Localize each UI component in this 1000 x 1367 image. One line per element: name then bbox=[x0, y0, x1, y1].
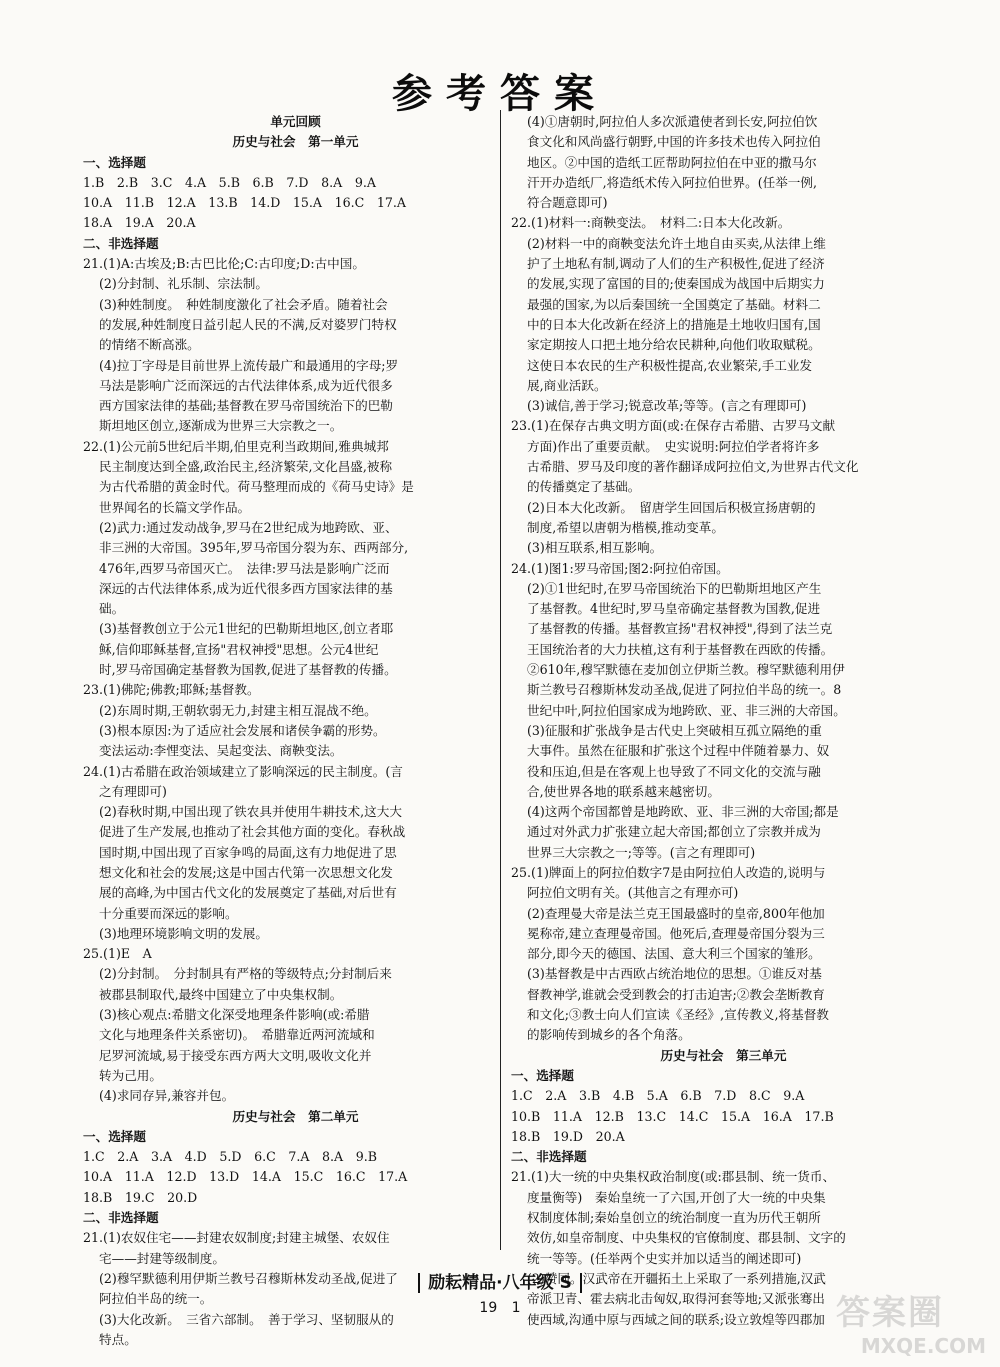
answer-line: 地区。②中国的造纸工匠帮助阿拉伯在中亚的撒马尔 bbox=[527, 154, 817, 170]
answer-line: 古希腊、罗马及印度的著作翻译成阿拉伯文,为世界古代文化 bbox=[527, 459, 859, 475]
answer-line: 国时期,中国出现了百家争鸣的局面,这有力地促进了思 bbox=[99, 844, 397, 860]
answer-line: 的影响传到城乡的各个角落。 bbox=[527, 1027, 691, 1043]
answer-line: (3)相互联系,相互影响。 bbox=[527, 540, 663, 556]
answer-line: (3)地理环境影响文明的发展。 bbox=[99, 925, 268, 941]
answer-line: 世纪中叶,阿拉伯国家成为地跨欧、亚、非三洲的大帝国。 bbox=[527, 702, 846, 718]
answer-line: (3)根本原因:为了适应社会发展和诸侯争霸的形势。 bbox=[99, 722, 386, 738]
answer-line: 世界三大宗教之一;等等。(言之有理即可) bbox=[527, 844, 756, 860]
answer-line: 和文化;③教士向人们宣读《圣经》,宣传教义,将基督教 bbox=[527, 1007, 829, 1023]
answer-line: 西方国家法律的基础;基督教在罗马帝国统治下的巴勒 bbox=[99, 398, 393, 414]
answer-line: 18.A 19.A 20.A bbox=[83, 215, 196, 231]
answer-line: (3)核心观点:希腊文化深受地理条件影响(或:希腊 bbox=[99, 1007, 370, 1023]
answer-line: 10.A 11.B 12.A 13.B 14.D 15.A 16.C 17.A bbox=[83, 195, 407, 211]
answer-line: 尼罗河流域,易于接受东西方两大文明,吸收文化并 bbox=[99, 1047, 372, 1063]
answer-line: 18.B 19.D 20.A bbox=[511, 1128, 625, 1144]
answer-line: 食文化和风尚盛行朝野,中国的许多技术也传入阿拉伯 bbox=[527, 134, 821, 150]
answer-line: 转为己用。 bbox=[99, 1067, 162, 1083]
answer-line: 22.(1)材料一:商鞅变法。 材料二:日本大化改新。 bbox=[511, 215, 791, 231]
answer-line: 督教神学,谁就会受到教会的打击迫害;②教会垄断教育 bbox=[527, 986, 825, 1002]
answer-line: 十分重要而深远的影响。 bbox=[99, 905, 238, 921]
answer-line: 24.(1)古希腊在政治领域建立了影响深远的民主制度。(言 bbox=[83, 763, 403, 779]
answer-line: 王国统治者的大力扶植,这有利于基督教在西欧的传播。 bbox=[527, 641, 834, 657]
answer-line: (2)分封制。 分封制具有严格的等级特点;分封制后来 bbox=[99, 966, 392, 982]
answer-line: 的传播奠定了基础。 bbox=[527, 479, 641, 495]
answer-line: 宅——封建等级制度。 bbox=[99, 1250, 225, 1266]
answer-line: 23.(1)佛陀;佛教;耶稣;基督教。 bbox=[83, 682, 260, 698]
answer-line: (2)春秋时期,中国出现了铁农具并使用牛耕技术,这大大 bbox=[99, 804, 402, 820]
answer-line: (2)材料一中的商鞅变法允许土地自由买卖,从法律上维 bbox=[527, 235, 826, 251]
answer-line: 25.(1)E A bbox=[83, 946, 152, 962]
answer-line: (2)查理曼大帝是法兰克王国最盛时的皇帝,800年他加 bbox=[527, 905, 825, 921]
answer-line: (4)①唐朝时,阿拉伯人多次派遣使者到长安,阿拉伯饮 bbox=[527, 114, 818, 129]
question-type-heading: 一、选择题 bbox=[511, 1067, 574, 1083]
answer-line: 使西域,沟通中原与西域之间的联系;设立敦煌等四郡加 bbox=[527, 1311, 825, 1327]
answer-line: 1.B 2.B 3.C 4.A 5.B 6.B 7.D 8.A 9.A bbox=[83, 174, 376, 190]
answer-line: 础。 bbox=[99, 601, 125, 617]
answer-line: ②610年,穆罕默德在麦加创立伊斯兰教。穆罕默德利用伊 bbox=[527, 662, 845, 678]
answer-line: 通过对外武力扩张建立起大帝国;都创立了宗教并成为 bbox=[527, 824, 821, 840]
section-heading: 单元回顾 bbox=[270, 114, 321, 129]
footer-brand-text: 励耘精品·八年级 S bbox=[418, 1273, 582, 1293]
answer-line: 阿拉伯半岛的统一。 bbox=[99, 1291, 213, 1307]
question-type-heading: 二、非选择题 bbox=[83, 1210, 159, 1226]
answer-line: 制度,希望以唐朝为楷模,推动变革。 bbox=[527, 519, 724, 535]
right-column bbox=[511, 112, 936, 1330]
answer-line: (3)征服和扩张战争是古代史上突破相互孤立隔绝的重 bbox=[527, 722, 822, 738]
answer-line: 25.(1)牌面上的阿拉伯数字7是由阿拉伯人改造的,说明与 bbox=[511, 864, 826, 880]
answer-line: 24.(1)图1:罗马帝国;图2:阿拉伯帝国。 bbox=[511, 560, 729, 576]
answer-line: 权制度体制;秦始皇创立的统治制度一直为历代王朝所 bbox=[527, 1210, 821, 1226]
answer-line: 深远的古代法律体系,成为近代很多西方国家法律的基 bbox=[99, 580, 393, 596]
answer-line: 1.C 2.A 3.A 4.D 5.D 6.C 7.A 8.A 9.B bbox=[83, 1149, 377, 1165]
answer-line: (4)这两个帝国都曾是地跨欧、亚、非三洲的大帝国;都是 bbox=[527, 804, 839, 820]
left-column bbox=[83, 112, 508, 1350]
answer-line: (3)基督教是中古西欧占统治地位的思想。①谁反对基 bbox=[527, 966, 822, 982]
answer-line: 时,罗马帝国确定基督教为国教,促进了基督教的传播。 bbox=[99, 662, 397, 678]
answer-line: 了基督教的传播。基督教宣扬"君权神授",得到了法兰克 bbox=[527, 621, 833, 637]
answer-line: 为古代希腊的黄金时代。荷马整理而成的《荷马史诗》是 bbox=[99, 479, 414, 495]
answer-line: 之有理即可) bbox=[99, 783, 167, 799]
answer-line: 护了土地私有制,调动了人们的生产积极性,促进了经济 bbox=[527, 256, 825, 272]
answer-line: 马法是影响广泛而深远的古代法律体系,成为近代很多 bbox=[99, 377, 393, 393]
watermark-cn: 答案圈 bbox=[836, 1293, 944, 1333]
answer-line: 变法运动:李悝变法、吴起变法、商鞅变法。 bbox=[99, 743, 343, 759]
answer-line: 这使日本农民的生产积极性提高,农业繁荣,手工业发 bbox=[527, 357, 813, 373]
answer-line: 了基督教。4世纪时,罗马皇帝确定基督教为国教,促进 bbox=[527, 601, 821, 617]
answer-line: 稣,信仰耶稣基督,宣扬"君权神授"思想。公元4世纪 bbox=[99, 641, 379, 657]
answer-line: 方面)作出了重要贡献。 史实说明:阿拉伯学者将许多 bbox=[527, 438, 820, 454]
answer-line: (2)日本大化改新。 留唐学生回国后积极宣扬唐朝的 bbox=[527, 499, 816, 515]
answer-line: 非三洲的大帝国。395年,罗马帝国分裂为东、西两部分, bbox=[99, 540, 409, 556]
question-type-heading: 一、选择题 bbox=[83, 1128, 146, 1144]
answer-line: 的发展,实现了富国的目的;使秦国成为战国中后期实力 bbox=[527, 276, 825, 292]
answer-line: (2)①1世纪时,在罗马帝国统治下的巴勒斯坦地区产生 bbox=[527, 580, 822, 596]
answer-line: (3)诚信,善于学习;锐意改革;等等。(言之有理即可) bbox=[527, 398, 807, 414]
section-heading: 历史与社会 第一单元 bbox=[232, 134, 359, 150]
answer-line: 度量衡等) 秦始皇统一了六国,开创了大一统的中央集 bbox=[527, 1189, 826, 1205]
answer-line: (2)东周时期,王朝软弱无力,封建主相互混战不绝。 bbox=[99, 702, 377, 718]
answer-line: 展,商业活跃。 bbox=[527, 377, 607, 393]
answer-line: 最强的国家,为以后秦国统一全国奠定了基础。材料二 bbox=[527, 296, 821, 312]
answer-line: (4)求同存异,兼容并包。 bbox=[99, 1088, 235, 1104]
answer-line: 合,使世界各地的联系越来越密切。 bbox=[527, 783, 720, 799]
page-title: 参考答案 bbox=[392, 71, 608, 117]
answer-line: (4)拉丁字母是目前世界上流传最广和最通用的字母;罗 bbox=[99, 357, 399, 373]
answer-line: (3)种姓制度。 种姓制度激化了社会矛盾。随着社会 bbox=[99, 296, 388, 312]
answer-line: 22.(1)公元前5世纪后半期,伯里克利当政期间,雅典城邦 bbox=[83, 438, 389, 454]
answer-line: 10.A 11.A 12.D 13.D 14.A 15.C 16.C 17.A bbox=[83, 1169, 408, 1185]
answer-line: 统一等等。(任举两个史实并加以适当的阐述即可) bbox=[527, 1250, 802, 1266]
answer-line: 民主制度达到全盛,政治民主,经济繁荣,文化昌盛,被称 bbox=[99, 459, 393, 475]
watermark-en: MXQE.COM bbox=[860, 1334, 986, 1358]
section-heading: 历史与社会 第二单元 bbox=[232, 1108, 359, 1124]
answer-line: 促进了生产发展,也推动了社会其他方面的变化。春秋战 bbox=[99, 824, 406, 840]
answer-line: 10.B 11.A 12.B 13.C 14.C 15.A 16.A 17.B bbox=[511, 1108, 834, 1124]
answer-line: (2)赞同。汉武帝在开疆拓土上采取了一系列措施,汉武 bbox=[527, 1270, 826, 1286]
answer-line: 展的高峰,为中国古代文化的发展奠定了基础,对后世有 bbox=[99, 885, 397, 901]
answer-line: (2)武力:通过发动战争,罗马在2世纪成为地跨欧、亚、 bbox=[99, 519, 398, 535]
answer-line: 汗开办造纸厂,将造纸术传入阿拉伯世界。(任举一例, bbox=[527, 174, 817, 190]
answer-line: 23.(1)在保存古典文明方面(或:在保存古希腊、古罗马文献 bbox=[511, 418, 836, 434]
answer-line: 部分,即今天的德国、法国、意大利三个国家的雏形。 bbox=[527, 946, 821, 962]
answer-line: 476年,西罗马帝国灭亡。 法律:罗马法是影响广泛而 bbox=[99, 560, 390, 576]
watermark-logo bbox=[836, 1285, 986, 1358]
answer-line: 的发展,种姓制度日益引起人民的不满,反对婆罗门特权 bbox=[99, 316, 397, 332]
answer-line: 斯坦地区创立,逐渐成为世界三大宗教之一。 bbox=[99, 418, 343, 434]
answer-line: 1.C 2.A 3.B 4.B 5.A 6.B 7.D 8.C 9.A bbox=[511, 1088, 805, 1104]
question-type-heading: 二、非选择题 bbox=[511, 1149, 587, 1165]
answer-line: 被郡县制取代,最终中国建立了中央集权制。 bbox=[99, 986, 343, 1002]
answer-line: 家定期按人口把土地分给农民耕种,向他们收取赋税。 bbox=[527, 337, 821, 353]
answer-line: 中的日本大化改新在经济上的措施是土地收归国有,国 bbox=[527, 316, 821, 332]
answer-line: 帝派卫青、霍去病北击匈奴,取得河套等地;又派张骞出 bbox=[527, 1291, 825, 1307]
section-heading: 历史与社会 第三单元 bbox=[660, 1047, 787, 1063]
answer-line: 21.(1)A:古埃及;B:古巴比伦;C:古印度;D:古中国。 bbox=[83, 256, 365, 272]
answer-line: 特点。 bbox=[99, 1331, 137, 1347]
answer-line: (3)大化改新。 三省六部制。 善于学习、坚韧服从的 bbox=[99, 1311, 394, 1327]
answer-line: 的情绪不断高涨。 bbox=[99, 337, 200, 353]
answer-line: 想文化和社会的发展;这是中国古代第一次思想文化发 bbox=[99, 864, 393, 880]
answer-line: 役和压迫,但是在客观上也导致了不同文化的交流与融 bbox=[527, 763, 821, 779]
answer-line: (2)分封制、礼乐制、宗法制。 bbox=[99, 276, 268, 292]
page-number: 19 1 bbox=[479, 1300, 521, 1316]
answer-line: 文化与地理条件关系密切)。 希腊靠近两河流域和 bbox=[99, 1027, 375, 1043]
answer-line: 效仿,如皇帝制度、中央集权的官僚制度、郡县制、文字的 bbox=[527, 1230, 846, 1246]
answer-line: 18.B 19.C 20.D bbox=[83, 1189, 198, 1205]
answer-line: (2)穆罕默德利用伊斯兰教号召穆斯林发动圣战,促进了 bbox=[99, 1270, 398, 1286]
answer-line: 斯兰教号召穆斯林发动圣战,促进了阿拉伯半岛的统一。8 bbox=[527, 682, 842, 698]
column-divider bbox=[500, 110, 501, 1250]
answer-line: 大事件。虽然在征服和扩张这个过程中伴随着暴力、奴 bbox=[527, 743, 830, 759]
answer-line: 冕称帝,建立查理曼帝国。他死后,查理曼帝国分裂为三 bbox=[527, 925, 825, 941]
question-type-heading: 二、非选择题 bbox=[83, 235, 159, 251]
answer-line: 阿拉伯文明有关。(其他言之有理亦可) bbox=[527, 885, 739, 901]
answer-line: (3)基督教创立于公元1世纪的巴勒斯坦地区,创立者耶 bbox=[99, 621, 394, 637]
answer-line: 21.(1)大一统的中央集权政治制度(或:郡县制、统一货币、 bbox=[511, 1169, 836, 1185]
answer-line: 21.(1)农奴住宅——封建农奴制度;封建主城堡、农奴住 bbox=[83, 1230, 390, 1246]
answer-line: 符合题意即可) bbox=[527, 195, 608, 211]
question-type-heading: 一、选择题 bbox=[83, 154, 146, 170]
answer-line: 世界闻名的长篇文学作品。 bbox=[99, 499, 251, 515]
